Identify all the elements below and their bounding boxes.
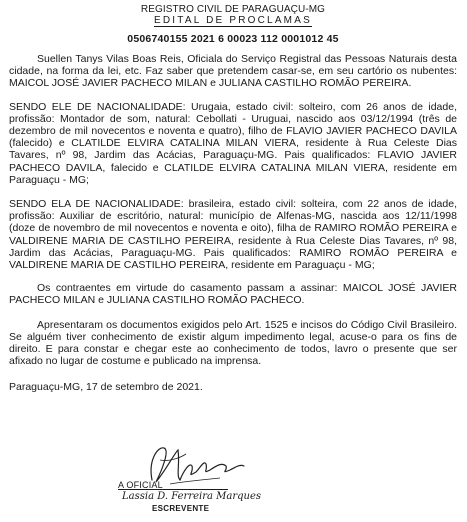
- registry-header: REGISTRO CIVIL DE PARAGUAÇU-MG: [140, 4, 326, 15]
- signature-title: ESCREVENTE: [152, 504, 210, 513]
- signature-role: A OFICIAL: [118, 480, 163, 490]
- date-line: Paraguaçu-MG, 17 de setembro de 2021.: [9, 381, 203, 394]
- intro-paragraph: Suellen Tanys Vilas Boas Reis, Oficiala do Serviço Registral das Pessoas Naturais desta cidade, na forma da lei, etc. Faz saber que pretendem casar-se, em seu cartório os nubentes: MAICOL JOSÉ JAVIER PACHECO MILAN e JULIANA CASTILHO ROMÃO PEREIRA.: [9, 53, 457, 90]
- groom-paragraph: SENDO ELE DE NACIONALIDADE: Urugaia, estado civil: solteiro, com 26 anos de idade, profissão: Montador de som, natural: Cebollati - Uruguai, nascido aos 03/12/1994 (três de dezembro de mil novecentos e noventa e quatro), filho de FLAVIO JAVIER PACHECO DAVILA (falecido) e CLATILDE ELVIRA CATALINA MILAN VIERA, residente à Rua Celeste Dias Tavares, nº 98, Jardim das Acácias, Paraguaçu-MG. Pais qualificados: FLAVIO JAVIER PACHECO DAVILA, falecido e CLATILDE ELVIRA CATALINA MILAN VIERA, residente em Paraguaçu - MG;: [9, 100, 457, 186]
- bride-paragraph: SENDO ELA DE NACIONALIDADE: brasileira, estado civil: solteira, com 22 anos de idade, profissão: Auxiliar de escritório, natural: município de Alfenas-MG, nascida aos 12/11/1998 (doze de novembro de mil novecentos e noventa e oito), filha de RAMIRO ROMÃO PEREIRA e VALDIRENE MARIA DE CASTILHO PEREIRA, residente à Rua Celeste Dias Tavares, nº 98, Jardim das Acácias, Paraguaçu-MG. Pais qualificados: RAMIRO ROMÃO PEREIRA e VALDIRENE MARIA DE CASTILHO PEREIRA, residente em Paraguaçu - MG;: [9, 198, 457, 272]
- names-paragraph: Os contraentes em virtude do casamento passam a assinar: MAICOL JOSÉ JAVIER PACHECO MILAN e JULIANA CASTILHO ROMÃO PACHECO.: [9, 282, 457, 307]
- edital-title-text: EDITAL DE PROCLAMAS: [154, 15, 312, 26]
- documents-paragraph: Apresentaram os documentos exigidos pelo Art. 1525 e incisos do Código Civil Brasileiro. Se alguém tiver conhecimento de existir algum impedimento legal, acuse-o para os fins de direito. E para constar e chegar este ao conhecimento de todos, lavro o presente que ser afixado no lugar de costume e publicado na imprensa.: [9, 318, 457, 368]
- signature-block: [0, 440, 467, 522]
- edital-title: [9, 15, 457, 27]
- signature-line: [118, 489, 228, 490]
- signature-name: Lassia D. Ferreira Marques: [122, 491, 262, 502]
- registration-number: 0506740155 2021 6 00023 112 0001012 45: [127, 33, 339, 45]
